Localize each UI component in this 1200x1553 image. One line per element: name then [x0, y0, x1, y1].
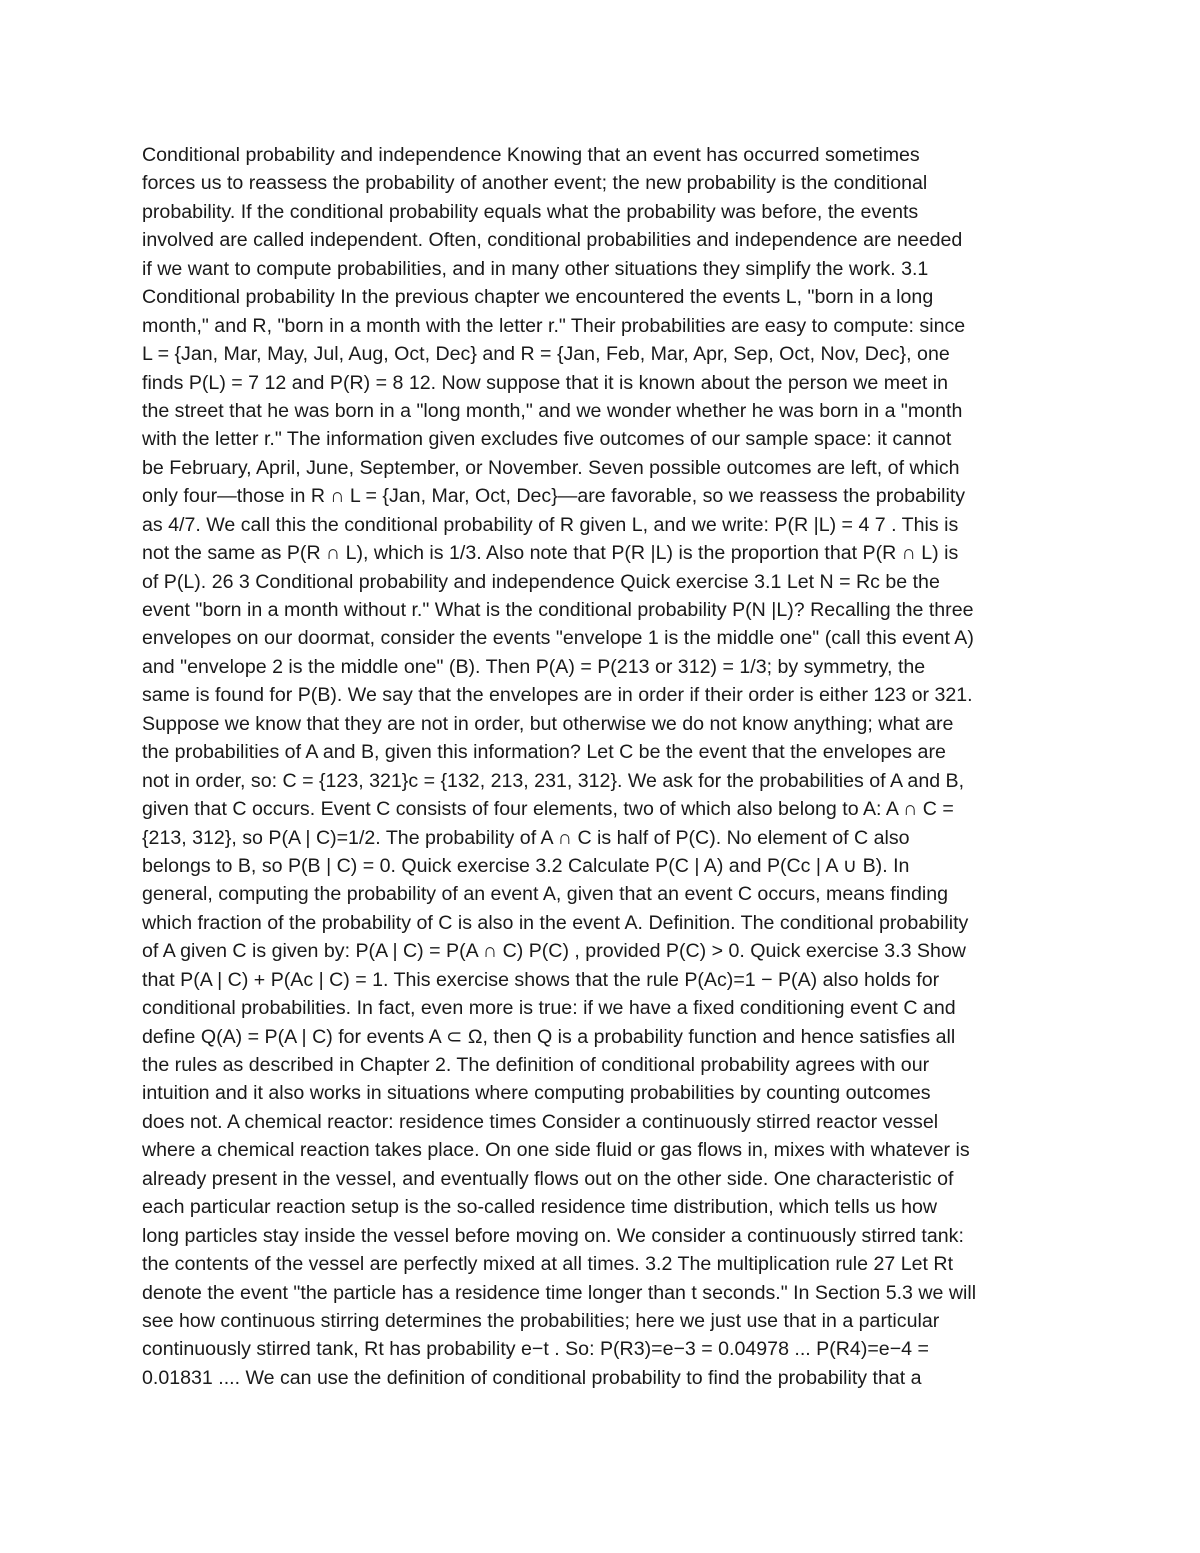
text-line: Conditional probability and independence Knowing that an event has occurred sometimes [142, 144, 920, 166]
text-line: continuously stirred tank, Rt has probability e−t . So: P(R3)=e−3 = 0.04978 ... P(R4)=e−4 = [142, 1338, 929, 1361]
text-line: the probabilities of A and B, given this information? Let C be the event that the envelopes are [142, 741, 946, 764]
text-line: the street that he was born in a "long month," and we wonder whether he was born in a "month [142, 399, 963, 422]
text-line: of P(L). 26 3 Conditional probability and independence Quick exercise 3.1 Let N = Rc be the [142, 570, 940, 593]
text-line: with the letter r." The information given excludes five outcomes of our sample space: it cannot [142, 428, 952, 451]
text-line: L = {Jan, Mar, May, Jul, Aug, Oct, Dec} and R = {Jan, Feb, Mar, Apr, Sep, Oct, Nov, Dec}, one [142, 343, 950, 366]
body-text [142, 141, 1072, 1392]
text-line: be February, April, June, September, or November. Seven possible outcomes are left, of which [142, 456, 960, 479]
text-line: not the same as P(R ∩ L), which is 1/3. Also note that P(R |L) is the proportion that P(R ∩ L) is [142, 542, 959, 565]
text-line: which fraction of the probability of C is also in the event A. Definition. The conditional probability [142, 911, 969, 934]
text-line: denote the event "the particle has a residence time longer than t seconds." In Section 5.3 we will [142, 1281, 977, 1304]
text-line: define Q(A) = P(A | C) for events A ⊂ Ω, then Q is a probability function and hence satisfies all [142, 1025, 956, 1048]
text-line: forces us to reassess the probability of another event; the new probability is the conditional [142, 172, 928, 195]
text-line: each particular reaction setup is the so-called residence time distribution, which tells us how [142, 1196, 938, 1219]
text-line: where a chemical reaction takes place. On one side fluid or gas flows in, mixes with whatever is [142, 1139, 970, 1162]
text-line: only four—those in R ∩ L = {Jan, Mar, Oct, Dec}—are favorable, so we reassess the probability [142, 485, 966, 508]
text-line: not in order, so: C = {123, 321}c = {132, 213, 231, 312}. We ask for the probabilities of A and B, [142, 769, 965, 792]
text-line: does not. A chemical reactor: residence times Consider a continuously stirred reactor vessel [142, 1110, 939, 1133]
text-line: intuition and it also works in situations where computing probabilities by counting outcomes [142, 1082, 931, 1105]
text-line: Suppose we know that they are not in order, but otherwise we do not know anything; what are [142, 712, 954, 735]
text-line: involved are called independent. Often, conditional probabilities and independence are needed [142, 229, 963, 252]
text-line: {213, 312}, so P(A | C)=1/2. The probability of A ∩ C is half of P(C). No element of C also [142, 826, 910, 849]
text-line: event "born in a month without r." What is the conditional probability P(N |L)? Recalling the three [142, 599, 974, 621]
text-line: if we want to compute probabilities, and in many other situations they simplify the work. 3.1 [142, 257, 929, 280]
text-line: Conditional probability In the previous chapter we encountered the events L, "born in a long [142, 286, 934, 309]
text-line: conditional probabilities. In fact, even more is true: if we have a fixed conditioning event C and [142, 997, 956, 1020]
text-line: 0.01831 .... We can use the definition of conditional probability to find the probability that a [142, 1366, 922, 1389]
text-line: belongs to B, so P(B | C) = 0. Quick exercise 3.2 Calculate P(C | A) and P(Cc | A ∪ B). In [142, 854, 910, 877]
text-line: and "envelope 2 is the middle one" (B). Then P(A) = P(213 or 312) = 1/3; by symmetry, the [142, 655, 926, 678]
text-line: given that C occurs. Event C consists of four elements, two of which also belong to A: A ∩ C = [142, 798, 954, 821]
text-line: as 4/7. We call this the conditional probability of R given L, and we write: P(R |L) = 4 7 . This is [142, 513, 959, 536]
text-line: same is found for P(B). We say that the envelopes are in order if their order is either 123 or 321. [142, 684, 973, 707]
text-line: envelopes on our doormat, consider the events "envelope 1 is the middle one" (call this event A) [142, 627, 974, 650]
text-line: that P(A | C) + P(Ac | C) = 1. This exercise shows that the rule P(Ac)=1 − P(A) also holds for [142, 968, 940, 991]
text-line: the contents of the vessel are perfectly mixed at all times. 3.2 The multiplication rule 27 Let Rt [142, 1253, 954, 1276]
text-line: probability. If the conditional probability equals what the probability was before, the events [142, 200, 919, 223]
text-line: general, computing the probability of an event A, given that an event C occurs, means finding [142, 883, 949, 906]
text-line: finds P(L) = 7 12 and P(R) = 8 12. Now suppose that it is known about the person we meet in [142, 371, 948, 394]
text-line: already present in the vessel, and eventually flows out on the other side. One characteristic of [142, 1167, 954, 1190]
text-line: of A given C is given by: P(A | C) = P(A ∩ C) P(C) , provided P(C) > 0. Quick exercise 3.3 Show [142, 940, 966, 963]
text-line: long particles stay inside the vessel before moving on. We consider a continuously stirred tank: [142, 1224, 964, 1247]
text-line: month," and R, "born in a month with the letter r." Their probabilities are easy to compute: since [142, 314, 966, 337]
text-line: see how continuous stirring determines the probabilities; here we just use that in a particular [142, 1309, 940, 1332]
text-line: the rules as described in Chapter 2. The definition of conditional probability agrees with our [142, 1054, 930, 1076]
